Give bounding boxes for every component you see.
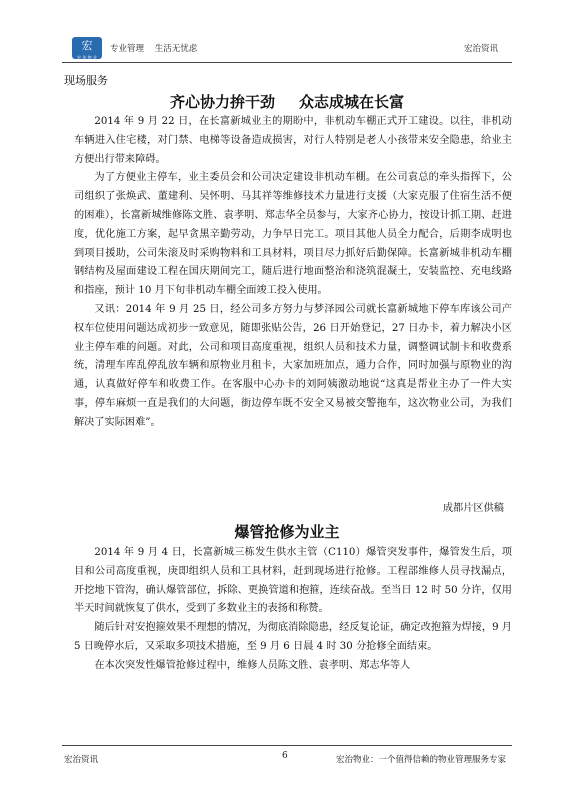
slogan-part-1: 专业管理 <box>110 44 145 54</box>
page-header <box>62 36 512 63</box>
footer-publication-name: 宏治资讯 <box>64 755 99 765</box>
footer-slogan: 宏治物业：一个值得信赖的物业管理服务专家 <box>335 755 506 765</box>
slogan-part-2: 生活无忧虑 <box>154 44 198 54</box>
logo-caption: 宏 治 物 业 <box>77 55 97 60</box>
article-1-title-part-b: 众志成城在长富 <box>299 93 405 111</box>
article-1-paragraph: 2014 年 9 月 22 日，在长富新城业主的期盼中，非机动车棚正式开工建设。以往，非机动车辆进入住宅楼，对门禁、电梯等设备造成损害，对行人特别是老人小孩带来安全隐患，给业主方便出行带来障碍。 <box>74 116 512 165</box>
header-slogan <box>110 42 205 54</box>
article-1-paragraph: 又讯：2014 年 9 月 25 日，经公司多方努力与梦泽园公司就长富新城地下停车库该公司产权车位使用问题达成初步一致意见，随即张贴公告，26 日开始登记，27 日办卡，着力解决小区业主停车难的问题。对此，公司和项目高度重视，组织人员和技术力量，调整调试制卡和收费系统，清理车库乱停乱放车辆和原物业月租卡，大家加班加点，通力合作，同时加强与原物业的沟通，认真做好停车和收费工作。在客服中心办卡的刘阿姨激动地说“这真是帮业主办了一件大实事，停车麻烦一直是我们的大问题，街边停车既不安全又易被交警拖车，这次物业公司，为我们解决了实际困难”。 <box>74 303 512 428</box>
logo-mark: 宏 <box>81 39 93 52</box>
article-2-paragraph: 2014 年 9 月 4 日，长富新城三栋发生供水主管（Ⅽ110）爆管突发事件，爆管发生后，项目和公司高度重视，庚即组织人员和工具材料，赶到现场进行抢修。工程部维修人员寻找漏点，开挖地下管沟，确认爆管部位，拆除、更换管道和抱箍，连续奋战。至当日 12 时 50 分许，仅用半天时间就恢复了供水，受到了多数业主的表扬和称赞。 <box>74 547 512 615</box>
article-1-byline: 成都片区供稿 <box>442 503 504 514</box>
article-2-body <box>74 544 512 676</box>
article-1-title <box>62 91 512 112</box>
page-footer <box>62 745 512 770</box>
article-1-title-part-a: 齐心协力拚干劲 <box>169 93 275 111</box>
page-number: 6 <box>282 751 288 761</box>
header-publication-name: 宏治资讯 <box>463 44 498 54</box>
article-1-body <box>74 113 512 433</box>
article-2-paragraph: 在本次突发性爆管抢修过程中，维修人员陈文胜、袁孝明、郑志华等人 <box>94 659 411 671</box>
article-2-paragraph: 随后针对安抱箍效果不理想的情况，为彻底消除隐患，经反复论证，确定改抱箍为焊接，9 月 5 日晚停水后，又采取多项技术措施，至 9 月 6 日晨 4 时 30 分抢修全面结束。 <box>74 622 512 652</box>
article-2-title: 爆管抢修为业主 <box>234 523 340 541</box>
section-label: 现场服务 <box>64 74 108 87</box>
article-1-paragraph: 为了方便业主停车，业主委员会和公司决定建设非机动车棚。在公司袁总的牵头指挥下，公司组织了张焕武、董建利、吴怀明、马其祥等维修技术力量进行支援（大家克服了住宿生活不便的困难），长富新城维修陈文胜、袁孝明、郑志华全员参与，大家齐心协力，按设计抓工期、赶进度，优化施工方案，起早贪黑辛勤劳动，力争早日完工。项目其他人员全力配合，后期李成明也到项目援助，公司朱滚及时采购物料和工具材料，项目尽力抓好后勤保障。长富新城非机动车棚钢结构及屋面建设工程在国庆期间完工，随后进行地面整治和浇筑混凝土，安装监控、充电线路和指座，预计 10 月下旬非机动车棚全面竣工投入使用。 <box>74 172 512 297</box>
company-logo <box>72 37 102 59</box>
